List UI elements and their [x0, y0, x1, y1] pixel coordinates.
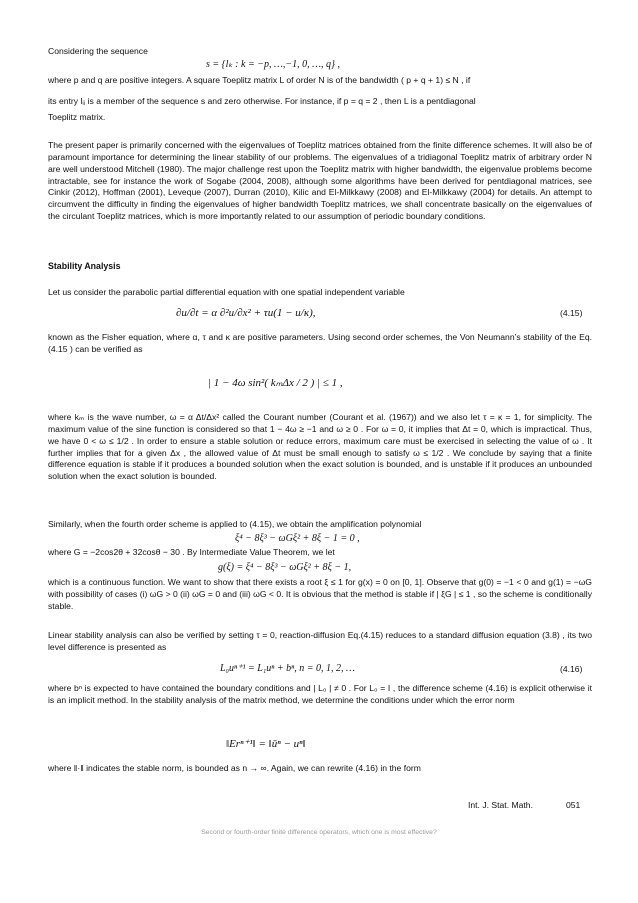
- fisher-paragraph: known as the Fisher equation, where α, τ and κ are positive parameters. Using second order schemes, the Von Neumann’s stability of the Eq. (4.15 ) can be verified as: [48, 332, 592, 354]
- continuity-paragraph: which is a continuous function. We want to show that there exists a root ξ ≤ 1 for g(x) = 0 on [0, 1]. Observe that g(0) = −1 < 0 and g(1) = −ωG with possibility of cases (i) ωG > 0 (ii) ωG = 0 and (iii) ωG < 0. It is obvious that the method is stable if | ξG | ≤ 1 , so the scheme is conditionally stable.: [48, 577, 592, 611]
- wave-number-paragraph: where kₘ is the wave number, ω = α Δt/Δx² called the Courant number (Courant et al. (1967)) and we also let τ = κ = 1, for simplicity. The maximum value of the sine function is considered so that 1 − 4ω ≥ −1 and ω ≥ 0 . For ω = 0, it implies that Δt = 0, which is impractical. Thus, we have 0 < ω ≤ 1/2 . In order to ensure a stable solution or reduce errors, maximum care must be exercised in selecting the value of ω . It further implies that for a given Δx , the allowed value of Δt must be small enough to satisfy ω ≤ 1/2 . We conclude by saying that a finite difference equation is stable if it produces a bounded solution when the exact solution is bounded, and is unstable if it produces an unbounded solution when the exact solution is bounded.: [48, 412, 592, 482]
- intro-line-3: its entry lᵢⱼ is a member of the sequence s and zero otherwise. For instance, if p = q = 2 , then L is a pentdiagonal: [48, 96, 476, 106]
- stable-norm-line: where ‖·‖ indicates the stable norm, is bounded as n → ∞. Again, we can rewrite (4.16) in the form: [48, 763, 421, 773]
- equation-4-16: L₀uⁿ⁺¹ = L₁uⁿ + bⁿ, n = 0, 1, 2, …: [220, 663, 355, 674]
- intro-line-1: Considering the sequence: [48, 46, 148, 56]
- page-caption: Second or fourth-order finite difference operators, which one is most effective?: [201, 829, 437, 836]
- page-number: 051: [566, 800, 581, 810]
- paragraph-eigenvalues: The present paper is primarily concerned with the eigenvalues of Toeplitz matrices obtained from the finite difference schemes. It will also be of paramount importance for determining the linear stability of our problems. The eigenvalues of a tridiagonal Toeplitz matrix of arbitrary order N are well understood Mitchell (1980). The major challenge rest upon the Toeplitz matrix with higher bandwidth, the eigenvalue problems become intractable, see for instance the work of Sogabe (2004, 2008), although some algorithms have been derived for pentdiagonal matrices, see Cinkir (2012), Hoffman (2001), Leveque (2007), Durran (2010), Kilic and El-Milkkawy (2008) and El-Milkkawy (2004) for details. An attempt to circumvent the difficulty in finding the eigenvalues of higher bandwidth Toeplitz matrices, we shall concentrate basically on the eigenvalues of the circulant Toeplitz matrices, which is more importantly related to our assumption of periodic boundary conditions.: [48, 140, 592, 222]
- journal-name: Int. J. Stat. Math.: [468, 800, 533, 810]
- g-function-definition: g(ξ) = ξ⁴ − 8ξ³ − ωGξ² + 8ξ − 1,: [218, 562, 352, 573]
- section-heading: Stability Analysis: [48, 261, 121, 271]
- error-norm-equation: ‖Erⁿ⁺¹‖ = ‖ūⁿ − uⁿ‖: [226, 738, 306, 750]
- von-neumann-inequality: | 1 − 4ω sin²( kₘΔx / 2 ) | ≤ 1 ,: [208, 377, 343, 389]
- boundary-paragraph: where bⁿ is expected to have contained the boundary conditions and | L₀ | ≠ 0 . For L₀ = I , the difference scheme (4.16) is explicit otherwise it is an implicit method. In the stability analysis of the matrix method, we determine the conditions under which the error norm: [48, 683, 592, 705]
- fourth-order-intro: Similarly, when the fourth order scheme is applied to (4.15), we obtain the amplification polynomial: [48, 519, 422, 529]
- equation-4-15-number: (4.15): [560, 308, 583, 318]
- amplification-polynomial: ξ⁴ − 8ξ³ − ωGξ² + 8ξ − 1 = 0 ,: [235, 533, 360, 544]
- intro-line-4: Toeplitz matrix.: [48, 112, 106, 122]
- linear-stability-paragraph: Linear stability analysis can also be verified by setting τ = 0, reaction-diffusion Eq.(4.15) reduces to a standard diffusion equation (3.8) , its two level difference is presented as: [48, 630, 592, 652]
- stability-intro: Let us consider the parabolic partial differential equation with one spatial independent variable: [48, 287, 405, 297]
- where-g-line: where G = −2cos2θ + 32cosθ − 30 . By Intermediate Value Theorem, we let: [48, 547, 335, 557]
- equation-4-16-number: (4.16): [560, 664, 583, 674]
- equation-4-15: ∂u/∂t = α ∂²u/∂x² + τu(1 − u/κ),: [176, 307, 316, 319]
- sequence-equation: s = {lₖ : k = −p, …,−1, 0, …, q} ,: [206, 59, 340, 70]
- intro-line-2: where p and q are positive integers. A square Toeplitz matrix L of order N is of the bandwidth ( p + q + 1) ≤ N , if: [48, 75, 471, 85]
